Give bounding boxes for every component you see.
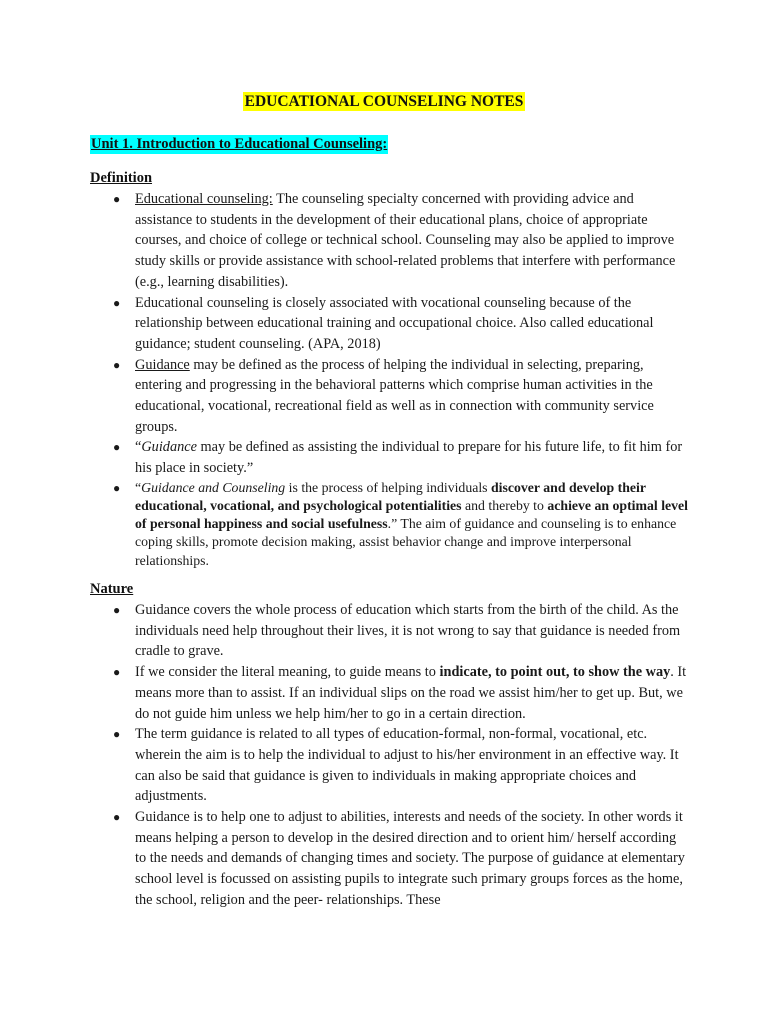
item-text: Guidance covers the whole process of education which starts from the birth of the child. As the individuals need help throughout their lives, it is not wrong to say that guidance is needed from cradle to grave.	[135, 602, 681, 660]
nature-list	[90, 600, 690, 911]
term-guidance: Guidance	[135, 356, 190, 373]
bold-phrase: achieve an optimal level of personal happiness and social usefulness	[135, 498, 689, 532]
item-text: .” The aim of guidance and counseling is to enhance coping skills, promote decision making, assist behavior change and improve interpersonal relationships.	[135, 516, 677, 568]
title-container	[0, 93, 768, 111]
bullet-icon: ●	[113, 295, 121, 310]
list-item	[90, 189, 690, 293]
term-guidance-italic: Guidance	[141, 439, 197, 456]
item-text: The term guidance is related to all types of education-formal, non-formal, vocational, etc. wherein the aim is to help the individual to adjust to his/her environment in an effective way. It can also be said that guidance is given to individuals in making appropriate choices and adjustments.	[135, 726, 679, 805]
definition-heading: Definition	[90, 170, 153, 186]
list-item	[90, 479, 690, 570]
list-item	[90, 355, 690, 438]
term-educational-counseling: Educational counseling:	[135, 191, 273, 207]
page-title: EDUCATIONAL COUNSELING NOTES	[244, 93, 524, 110]
bullet-icon: ●	[113, 480, 121, 495]
open-quote: “	[135, 479, 142, 495]
bullet-icon: ●	[113, 810, 121, 825]
bullet-icon: ●	[113, 357, 121, 372]
item-text: Educational counseling is closely associated with vocational counseling because of the relationship between educational training and occupational choice. Also called educational guidance; student counseling. (APA, 2018)	[135, 294, 654, 352]
item-text: may be defined as the process of helping the individual in selecting, preparing, entering and progressing in the behavioral patterns which comprise human activities in the educational, vocational, recreational field as well as in connection with community service groups.	[135, 356, 654, 435]
list-item	[90, 437, 690, 478]
item-text: Guidance is to help one to adjust to abilities, interests and needs of the society. In other words it means helping a person to develop in the desired direction and to orient him/ herself according to the needs and demands of changing times and society. The purpose of guidance at elementary school level is focussed on assisting pupils to integrate such primary groups forces as the home, the school, religion and the peer- relationships. These	[135, 809, 685, 908]
bullet-icon: ●	[113, 727, 121, 742]
list-item	[90, 662, 690, 724]
list-item	[90, 724, 690, 807]
list-item	[90, 807, 690, 911]
item-text: is the process of helping individuals	[285, 479, 491, 495]
list-item	[90, 600, 690, 662]
bold-phrase: discover and develop their educational, vocational, and psychological potentialities	[135, 479, 646, 514]
item-text: . It means more than to assist. If an individual slips on the road we assist him/her to get up. But, we do not guide him unless we help him/her to go in a certain direction.	[135, 664, 687, 722]
item-text: and thereby to	[461, 498, 548, 514]
definition-list	[90, 189, 690, 570]
bullet-icon: ●	[113, 603, 121, 617]
list-item	[90, 293, 690, 355]
bold-phrase: indicate, to point out, to show the way	[439, 664, 671, 681]
bullet-icon: ●	[113, 440, 121, 455]
nature-heading: Nature	[90, 581, 134, 597]
item-text: may be defined as assisting the individual to prepare for his future life, to fit him for his place in society.”	[135, 439, 683, 477]
term-guidance-and-counseling: Guidance and Counseling	[141, 479, 286, 495]
item-text: If we consider the literal meaning, to guide means to	[135, 664, 440, 681]
item-text: The counseling specialty concerned with providing advice and assistance to students in the development of their educational plans, choice of appropriate courses, and choice of college or technical school. Counseling may also be applied to improve study skills or provide assistance with school-related problems that interfere with performance (e.g., learning disabilities).	[135, 191, 676, 290]
open-quote: “	[135, 439, 142, 456]
bullet-icon: ●	[113, 665, 121, 680]
unit-heading: Unit 1. Introduction to Educational Counseling:	[91, 136, 388, 152]
bullet-icon: ●	[113, 192, 121, 206]
